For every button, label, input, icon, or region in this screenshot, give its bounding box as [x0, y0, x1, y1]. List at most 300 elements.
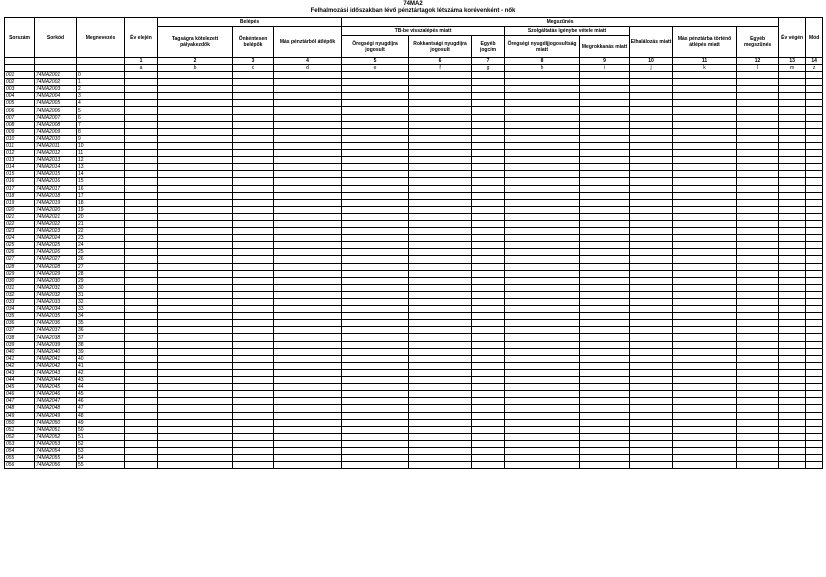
data-cell[interactable]	[630, 114, 673, 121]
data-cell[interactable]	[737, 284, 779, 291]
data-cell[interactable]	[580, 412, 630, 419]
data-cell[interactable]	[472, 142, 505, 149]
data-cell[interactable]	[806, 86, 823, 93]
data-cell[interactable]	[806, 419, 823, 426]
data-cell[interactable]	[158, 391, 233, 398]
data-cell[interactable]	[409, 299, 472, 306]
data-cell[interactable]	[580, 327, 630, 334]
data-cell[interactable]	[580, 355, 630, 362]
data-cell[interactable]	[673, 306, 737, 313]
data-cell[interactable]	[505, 128, 580, 135]
data-cell[interactable]	[737, 391, 779, 398]
data-cell[interactable]	[505, 114, 580, 121]
data-cell[interactable]	[274, 213, 342, 220]
data-cell[interactable]	[342, 377, 409, 384]
data-cell[interactable]	[158, 355, 233, 362]
data-cell[interactable]	[505, 256, 580, 263]
data-cell[interactable]	[233, 334, 274, 341]
data-cell[interactable]	[630, 263, 673, 270]
data-cell[interactable]	[737, 178, 779, 185]
data-cell[interactable]	[233, 306, 274, 313]
data-cell[interactable]	[342, 93, 409, 100]
data-cell[interactable]	[673, 185, 737, 192]
data-cell[interactable]	[125, 369, 158, 376]
data-cell[interactable]	[580, 419, 630, 426]
data-cell[interactable]	[409, 362, 472, 369]
data-cell[interactable]	[274, 447, 342, 454]
data-cell[interactable]	[274, 86, 342, 93]
data-cell[interactable]	[580, 440, 630, 447]
data-cell[interactable]	[274, 320, 342, 327]
data-cell[interactable]	[472, 455, 505, 462]
data-cell[interactable]	[274, 142, 342, 149]
data-cell[interactable]	[233, 320, 274, 327]
data-cell[interactable]	[472, 242, 505, 249]
data-cell[interactable]	[580, 100, 630, 107]
data-cell[interactable]	[580, 299, 630, 306]
data-cell[interactable]	[233, 263, 274, 270]
data-cell[interactable]	[580, 178, 630, 185]
data-cell[interactable]	[806, 291, 823, 298]
data-cell[interactable]	[472, 462, 505, 469]
data-cell[interactable]	[779, 249, 806, 256]
data-cell[interactable]	[472, 440, 505, 447]
data-cell[interactable]	[158, 164, 233, 171]
data-cell[interactable]	[580, 433, 630, 440]
data-cell[interactable]	[806, 121, 823, 128]
data-cell[interactable]	[779, 228, 806, 235]
data-cell[interactable]	[125, 355, 158, 362]
data-cell[interactable]	[779, 93, 806, 100]
data-cell[interactable]	[158, 327, 233, 334]
data-cell[interactable]	[274, 249, 342, 256]
data-cell[interactable]	[472, 447, 505, 454]
data-cell[interactable]	[125, 277, 158, 284]
data-cell[interactable]	[233, 213, 274, 220]
data-cell[interactable]	[779, 100, 806, 107]
data-cell[interactable]	[409, 157, 472, 164]
data-cell[interactable]	[158, 320, 233, 327]
data-cell[interactable]	[409, 107, 472, 114]
data-cell[interactable]	[580, 114, 630, 121]
data-cell[interactable]	[630, 192, 673, 199]
data-cell[interactable]	[673, 157, 737, 164]
data-cell[interactable]	[233, 462, 274, 469]
data-cell[interactable]	[125, 199, 158, 206]
data-cell[interactable]	[737, 334, 779, 341]
data-cell[interactable]	[580, 334, 630, 341]
data-cell[interactable]	[580, 384, 630, 391]
data-cell[interactable]	[779, 277, 806, 284]
data-cell[interactable]	[806, 369, 823, 376]
data-cell[interactable]	[630, 213, 673, 220]
data-cell[interactable]	[806, 142, 823, 149]
data-cell[interactable]	[580, 128, 630, 135]
data-cell[interactable]	[342, 355, 409, 362]
data-cell[interactable]	[274, 291, 342, 298]
data-cell[interactable]	[737, 206, 779, 213]
data-cell[interactable]	[505, 206, 580, 213]
data-cell[interactable]	[158, 426, 233, 433]
data-cell[interactable]	[580, 220, 630, 227]
data-cell[interactable]	[125, 256, 158, 263]
data-cell[interactable]	[342, 313, 409, 320]
data-cell[interactable]	[806, 192, 823, 199]
data-cell[interactable]	[125, 228, 158, 235]
data-cell[interactable]	[630, 412, 673, 419]
data-cell[interactable]	[580, 348, 630, 355]
data-cell[interactable]	[409, 150, 472, 157]
data-cell[interactable]	[806, 455, 823, 462]
data-cell[interactable]	[737, 128, 779, 135]
data-cell[interactable]	[673, 135, 737, 142]
data-cell[interactable]	[233, 299, 274, 306]
data-cell[interactable]	[779, 185, 806, 192]
data-cell[interactable]	[630, 327, 673, 334]
data-cell[interactable]	[630, 455, 673, 462]
data-cell[interactable]	[274, 412, 342, 419]
data-cell[interactable]	[409, 93, 472, 100]
data-cell[interactable]	[342, 447, 409, 454]
data-cell[interactable]	[472, 171, 505, 178]
data-cell[interactable]	[505, 391, 580, 398]
data-cell[interactable]	[779, 114, 806, 121]
data-cell[interactable]	[342, 150, 409, 157]
data-cell[interactable]	[505, 235, 580, 242]
data-cell[interactable]	[630, 157, 673, 164]
data-cell[interactable]	[580, 377, 630, 384]
data-cell[interactable]	[737, 433, 779, 440]
data-cell[interactable]	[472, 369, 505, 376]
data-cell[interactable]	[158, 419, 233, 426]
data-cell[interactable]	[409, 178, 472, 185]
data-cell[interactable]	[342, 107, 409, 114]
data-cell[interactable]	[630, 206, 673, 213]
data-cell[interactable]	[342, 256, 409, 263]
data-cell[interactable]	[233, 355, 274, 362]
data-cell[interactable]	[580, 121, 630, 128]
data-cell[interactable]	[158, 107, 233, 114]
data-cell[interactable]	[158, 277, 233, 284]
data-cell[interactable]	[125, 270, 158, 277]
data-cell[interactable]	[630, 447, 673, 454]
data-cell[interactable]	[806, 398, 823, 405]
data-cell[interactable]	[274, 128, 342, 135]
data-cell[interactable]	[342, 185, 409, 192]
data-cell[interactable]	[472, 348, 505, 355]
data-cell[interactable]	[806, 135, 823, 142]
data-cell[interactable]	[233, 192, 274, 199]
data-cell[interactable]	[125, 242, 158, 249]
data-cell[interactable]	[125, 348, 158, 355]
data-cell[interactable]	[806, 157, 823, 164]
data-cell[interactable]	[158, 121, 233, 128]
data-cell[interactable]	[274, 100, 342, 107]
data-cell[interactable]	[737, 320, 779, 327]
data-cell[interactable]	[673, 334, 737, 341]
data-cell[interactable]	[673, 277, 737, 284]
data-cell[interactable]	[274, 419, 342, 426]
data-cell[interactable]	[158, 192, 233, 199]
data-cell[interactable]	[472, 93, 505, 100]
data-cell[interactable]	[472, 128, 505, 135]
data-cell[interactable]	[630, 277, 673, 284]
data-cell[interactable]	[737, 135, 779, 142]
data-cell[interactable]	[630, 341, 673, 348]
data-cell[interactable]	[342, 263, 409, 270]
data-cell[interactable]	[342, 369, 409, 376]
data-cell[interactable]	[158, 405, 233, 412]
data-cell[interactable]	[125, 192, 158, 199]
data-cell[interactable]	[505, 313, 580, 320]
data-cell[interactable]	[125, 405, 158, 412]
data-cell[interactable]	[409, 79, 472, 86]
data-cell[interactable]	[505, 242, 580, 249]
data-cell[interactable]	[505, 419, 580, 426]
data-cell[interactable]	[158, 369, 233, 376]
data-cell[interactable]	[737, 164, 779, 171]
data-cell[interactable]	[342, 306, 409, 313]
data-cell[interactable]	[409, 334, 472, 341]
data-cell[interactable]	[342, 199, 409, 206]
data-cell[interactable]	[580, 86, 630, 93]
data-cell[interactable]	[806, 426, 823, 433]
data-cell[interactable]	[806, 433, 823, 440]
data-cell[interactable]	[779, 462, 806, 469]
data-cell[interactable]	[274, 135, 342, 142]
data-cell[interactable]	[737, 348, 779, 355]
data-cell[interactable]	[779, 306, 806, 313]
data-cell[interactable]	[409, 313, 472, 320]
data-cell[interactable]	[274, 348, 342, 355]
data-cell[interactable]	[630, 93, 673, 100]
data-cell[interactable]	[158, 242, 233, 249]
data-cell[interactable]	[580, 157, 630, 164]
data-cell[interactable]	[737, 121, 779, 128]
data-cell[interactable]	[673, 284, 737, 291]
data-cell[interactable]	[580, 277, 630, 284]
data-cell[interactable]	[125, 171, 158, 178]
data-cell[interactable]	[472, 412, 505, 419]
data-cell[interactable]	[779, 384, 806, 391]
data-cell[interactable]	[505, 121, 580, 128]
data-cell[interactable]	[505, 263, 580, 270]
data-cell[interactable]	[125, 178, 158, 185]
data-cell[interactable]	[806, 213, 823, 220]
data-cell[interactable]	[233, 369, 274, 376]
data-cell[interactable]	[233, 86, 274, 93]
data-cell[interactable]	[125, 327, 158, 334]
data-cell[interactable]	[779, 263, 806, 270]
data-cell[interactable]	[472, 157, 505, 164]
data-cell[interactable]	[580, 391, 630, 398]
data-cell[interactable]	[779, 355, 806, 362]
data-cell[interactable]	[505, 405, 580, 412]
data-cell[interactable]	[472, 178, 505, 185]
data-cell[interactable]	[342, 384, 409, 391]
data-cell[interactable]	[673, 114, 737, 121]
data-cell[interactable]	[472, 306, 505, 313]
data-cell[interactable]	[630, 242, 673, 249]
data-cell[interactable]	[630, 462, 673, 469]
data-cell[interactable]	[505, 100, 580, 107]
data-cell[interactable]	[806, 348, 823, 355]
data-cell[interactable]	[505, 384, 580, 391]
data-cell[interactable]	[158, 86, 233, 93]
data-cell[interactable]	[737, 377, 779, 384]
data-cell[interactable]	[806, 412, 823, 419]
data-cell[interactable]	[342, 299, 409, 306]
data-cell[interactable]	[342, 334, 409, 341]
data-cell[interactable]	[409, 256, 472, 263]
data-cell[interactable]	[409, 242, 472, 249]
data-cell[interactable]	[274, 121, 342, 128]
data-cell[interactable]	[274, 79, 342, 86]
data-cell[interactable]	[580, 93, 630, 100]
data-cell[interactable]	[737, 185, 779, 192]
data-cell[interactable]	[505, 334, 580, 341]
data-cell[interactable]	[630, 185, 673, 192]
data-cell[interactable]	[233, 270, 274, 277]
data-cell[interactable]	[158, 228, 233, 235]
data-cell[interactable]	[409, 128, 472, 135]
data-cell[interactable]	[737, 242, 779, 249]
data-cell[interactable]	[158, 235, 233, 242]
data-cell[interactable]	[505, 398, 580, 405]
data-cell[interactable]	[779, 178, 806, 185]
data-cell[interactable]	[505, 220, 580, 227]
data-cell[interactable]	[158, 462, 233, 469]
data-cell[interactable]	[274, 164, 342, 171]
data-cell[interactable]	[342, 142, 409, 149]
data-cell[interactable]	[342, 419, 409, 426]
data-cell[interactable]	[737, 369, 779, 376]
data-cell[interactable]	[630, 306, 673, 313]
data-cell[interactable]	[673, 192, 737, 199]
data-cell[interactable]	[233, 284, 274, 291]
data-cell[interactable]	[342, 433, 409, 440]
data-cell[interactable]	[472, 327, 505, 334]
data-cell[interactable]	[409, 284, 472, 291]
data-cell[interactable]	[580, 171, 630, 178]
data-cell[interactable]	[580, 192, 630, 199]
data-cell[interactable]	[580, 213, 630, 220]
data-cell[interactable]	[779, 377, 806, 384]
data-cell[interactable]	[673, 355, 737, 362]
data-cell[interactable]	[630, 79, 673, 86]
data-cell[interactable]	[505, 369, 580, 376]
data-cell[interactable]	[233, 79, 274, 86]
data-cell[interactable]	[779, 284, 806, 291]
data-cell[interactable]	[274, 206, 342, 213]
data-cell[interactable]	[806, 320, 823, 327]
data-cell[interactable]	[737, 327, 779, 334]
data-cell[interactable]	[472, 284, 505, 291]
data-cell[interactable]	[673, 178, 737, 185]
data-cell[interactable]	[342, 440, 409, 447]
data-cell[interactable]	[737, 277, 779, 284]
data-cell[interactable]	[737, 150, 779, 157]
data-cell[interactable]	[673, 249, 737, 256]
data-cell[interactable]	[580, 185, 630, 192]
data-cell[interactable]	[233, 135, 274, 142]
data-cell[interactable]	[505, 270, 580, 277]
data-cell[interactable]	[233, 150, 274, 157]
data-cell[interactable]	[673, 100, 737, 107]
data-cell[interactable]	[158, 100, 233, 107]
data-cell[interactable]	[737, 256, 779, 263]
data-cell[interactable]	[125, 128, 158, 135]
data-cell[interactable]	[580, 362, 630, 369]
data-cell[interactable]	[125, 377, 158, 384]
data-cell[interactable]	[233, 178, 274, 185]
data-cell[interactable]	[472, 135, 505, 142]
data-cell[interactable]	[630, 405, 673, 412]
data-cell[interactable]	[505, 291, 580, 298]
data-cell[interactable]	[472, 391, 505, 398]
data-cell[interactable]	[409, 433, 472, 440]
data-cell[interactable]	[125, 114, 158, 121]
data-cell[interactable]	[233, 426, 274, 433]
data-cell[interactable]	[158, 299, 233, 306]
data-cell[interactable]	[125, 79, 158, 86]
data-cell[interactable]	[580, 320, 630, 327]
data-cell[interactable]	[806, 206, 823, 213]
data-cell[interactable]	[158, 362, 233, 369]
data-cell[interactable]	[806, 440, 823, 447]
data-cell[interactable]	[505, 320, 580, 327]
data-cell[interactable]	[806, 327, 823, 334]
data-cell[interactable]	[630, 128, 673, 135]
data-cell[interactable]	[125, 362, 158, 369]
data-cell[interactable]	[125, 86, 158, 93]
data-cell[interactable]	[779, 433, 806, 440]
data-cell[interactable]	[233, 391, 274, 398]
data-cell[interactable]	[472, 235, 505, 242]
data-cell[interactable]	[472, 107, 505, 114]
data-cell[interactable]	[505, 284, 580, 291]
data-cell[interactable]	[158, 213, 233, 220]
data-cell[interactable]	[630, 369, 673, 376]
data-cell[interactable]	[125, 121, 158, 128]
data-cell[interactable]	[233, 447, 274, 454]
data-cell[interactable]	[125, 72, 158, 79]
data-cell[interactable]	[274, 355, 342, 362]
data-cell[interactable]	[779, 157, 806, 164]
data-cell[interactable]	[806, 185, 823, 192]
data-cell[interactable]	[125, 213, 158, 220]
data-cell[interactable]	[409, 391, 472, 398]
data-cell[interactable]	[472, 114, 505, 121]
data-cell[interactable]	[472, 277, 505, 284]
data-cell[interactable]	[806, 178, 823, 185]
data-cell[interactable]	[580, 142, 630, 149]
data-cell[interactable]	[342, 398, 409, 405]
data-cell[interactable]	[505, 164, 580, 171]
data-cell[interactable]	[472, 426, 505, 433]
data-cell[interactable]	[342, 79, 409, 86]
data-cell[interactable]	[274, 284, 342, 291]
data-cell[interactable]	[779, 171, 806, 178]
data-cell[interactable]	[233, 185, 274, 192]
data-cell[interactable]	[505, 135, 580, 142]
data-cell[interactable]	[125, 284, 158, 291]
data-cell[interactable]	[158, 72, 233, 79]
data-cell[interactable]	[630, 171, 673, 178]
data-cell[interactable]	[580, 270, 630, 277]
data-cell[interactable]	[409, 206, 472, 213]
data-cell[interactable]	[125, 93, 158, 100]
